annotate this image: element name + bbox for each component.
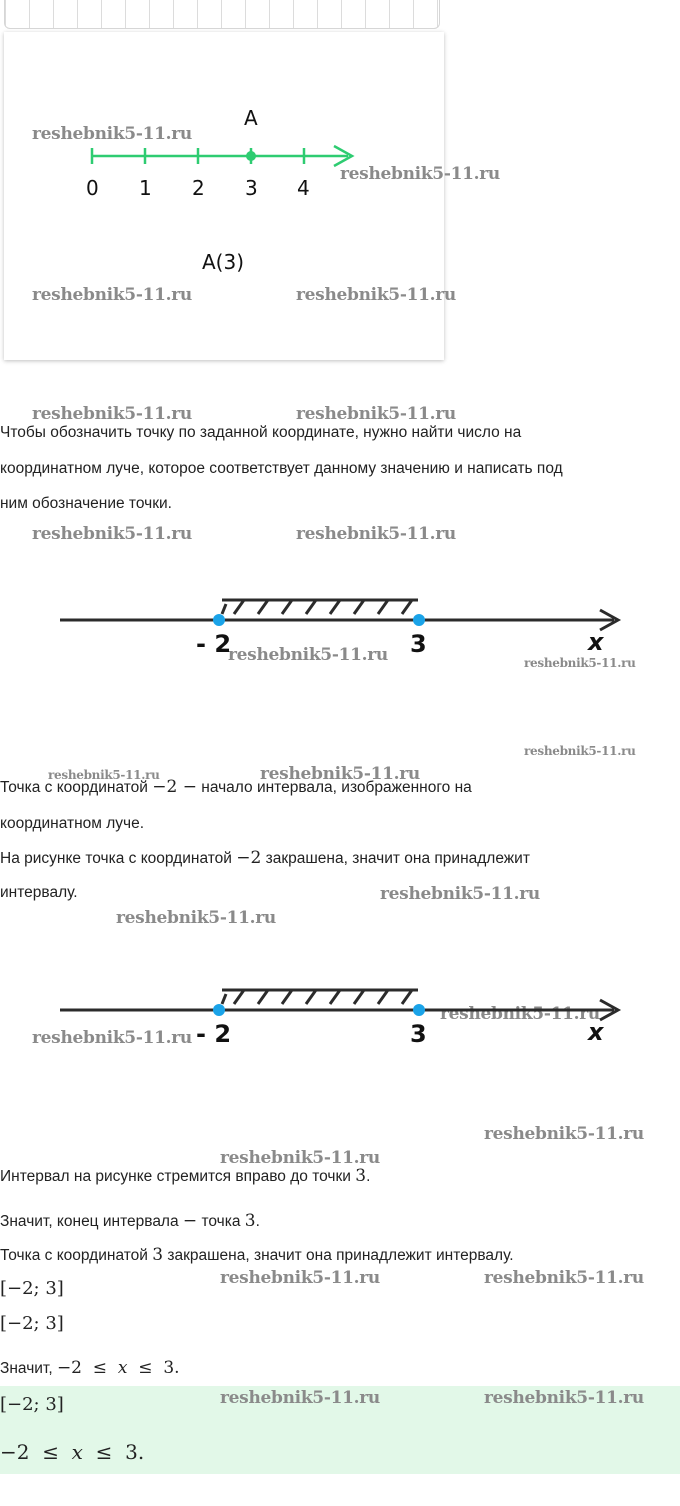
math-segment: 3: [244, 1211, 256, 1231]
watermark: reshebnik5-11.ru: [296, 404, 456, 424]
interval-number-line-1: [0, 590, 680, 660]
math-variable: x: [71, 1440, 83, 1464]
answer-inequality: [0, 1440, 144, 1465]
text-segment: Точка с координатой: [0, 1247, 153, 1264]
watermark: reshebnik5-11.ru: [48, 768, 160, 782]
card-answer: A(3): [202, 250, 245, 274]
watermark: reshebnik5-11.ru: [484, 1124, 644, 1144]
axis-label: x: [588, 628, 604, 656]
text-segment: Точка с координатой: [0, 779, 153, 796]
interval-number-line-2: [0, 980, 680, 1050]
watermark: reshebnik5-11.ru: [220, 1388, 380, 1408]
watermark: reshebnik5-11.ru: [380, 884, 540, 904]
math-segment: −: [182, 1211, 198, 1231]
watermark: reshebnik5-11.ru: [220, 1268, 380, 1288]
coordinate-ray-card: [4, 32, 444, 360]
start-label: - 2: [196, 1020, 232, 1048]
math-segment: ≤ 3.: [127, 1358, 180, 1378]
watermark: reshebnik5-11.ru: [296, 524, 456, 544]
paragraph-line: ним обозначение точки.: [0, 495, 172, 512]
interval-hatching: [222, 600, 418, 614]
math-segment: −2 ≤: [56, 1358, 118, 1378]
interval-hatching: [222, 990, 418, 1004]
text-segment: Интервал на рисунке стремится вправо до точки: [0, 1168, 356, 1185]
start-label: - 2: [196, 630, 232, 658]
text-segment: .: [255, 1213, 260, 1230]
text-segment: точка: [197, 1213, 245, 1230]
math-segment: −2 ≤: [0, 1440, 72, 1464]
tick-label-3: 3: [245, 176, 258, 200]
notebook-grid-strip: [4, 0, 440, 29]
end-label: 3: [410, 1020, 427, 1048]
paragraph-line: [0, 1358, 180, 1378]
paragraph-line: [0, 848, 530, 868]
watermark: reshebnik5-11.ru: [524, 744, 636, 758]
tick-label-4: 4: [297, 176, 310, 200]
watermark: reshebnik5-11.ru: [524, 656, 636, 670]
coordinate-ray: [4, 32, 444, 360]
watermark: reshebnik5-11.ru: [116, 908, 276, 928]
paragraph-line: интервалу.: [0, 884, 78, 901]
math-segment: −2 −: [152, 777, 197, 797]
start-point-dot: [213, 1004, 225, 1016]
axis-label: x: [588, 1018, 604, 1046]
text-segment: закрашена, значит она принадлежит: [261, 850, 530, 867]
watermark: reshebnik5-11.ru: [228, 645, 388, 665]
paragraph-line: [0, 1245, 514, 1265]
paragraph-line: Чтобы обозначить точку по заданной координате, нужно найти число на: [0, 424, 522, 441]
math-segment: −2: [236, 848, 262, 868]
math-segment: ≤ 3.: [82, 1440, 145, 1464]
text-segment: закрашена, значит она принадлежит интервалу.: [163, 1247, 514, 1264]
end-point-dot: [413, 614, 425, 626]
watermark: reshebnik5-11.ru: [32, 524, 192, 544]
watermark: reshebnik5-11.ru: [32, 404, 192, 424]
watermark: reshebnik5-11.ru: [484, 1388, 644, 1408]
paragraph-line: координатном луче, которое соответствует данному значению и написать под: [0, 460, 563, 477]
paragraph-line: [0, 777, 472, 797]
math-variable: x: [117, 1358, 128, 1378]
text-segment: .: [366, 1168, 371, 1185]
paragraph-line: координатном луче.: [0, 815, 145, 832]
watermark: reshebnik5-11.ru: [484, 1268, 644, 1288]
point-a-label: A: [244, 106, 258, 130]
math-line: [−2; 3]: [0, 1313, 64, 1334]
paragraph-line: [0, 1211, 260, 1231]
watermark: reshebnik5-11.ru: [32, 285, 192, 305]
answer-interval: [−2; 3]: [0, 1394, 64, 1415]
text-segment: Значит,: [0, 1360, 57, 1377]
watermark: reshebnik5-11.ru: [340, 164, 500, 184]
tick-label-2: 2: [192, 176, 205, 200]
math-line: [−2; 3]: [0, 1278, 64, 1299]
watermark: reshebnik5-11.ru: [32, 124, 192, 144]
tick-label-0: 0: [86, 176, 99, 200]
watermark: reshebnik5-11.ru: [220, 1148, 380, 1168]
end-point-dot: [413, 1004, 425, 1016]
math-segment: 3: [152, 1245, 164, 1265]
start-point-dot: [213, 614, 225, 626]
math-segment: 3: [355, 1166, 367, 1186]
watermark: reshebnik5-11.ru: [260, 764, 420, 784]
watermark: reshebnik5-11.ru: [296, 285, 456, 305]
paragraph-line: [0, 1166, 370, 1186]
answer-box: [0, 1386, 680, 1474]
point-a-dot: [246, 151, 256, 161]
end-label: 3: [410, 630, 427, 658]
text-segment: начало интервала, изображенного на: [196, 779, 472, 796]
watermark: reshebnik5-11.ru: [32, 1028, 192, 1048]
tick-label-1: 1: [139, 176, 152, 200]
text-segment: Значит, конец интервала: [0, 1213, 183, 1230]
text-segment: На рисунке точка с координатой: [0, 850, 237, 867]
watermark: reshebnik5-11.ru: [440, 1004, 600, 1024]
